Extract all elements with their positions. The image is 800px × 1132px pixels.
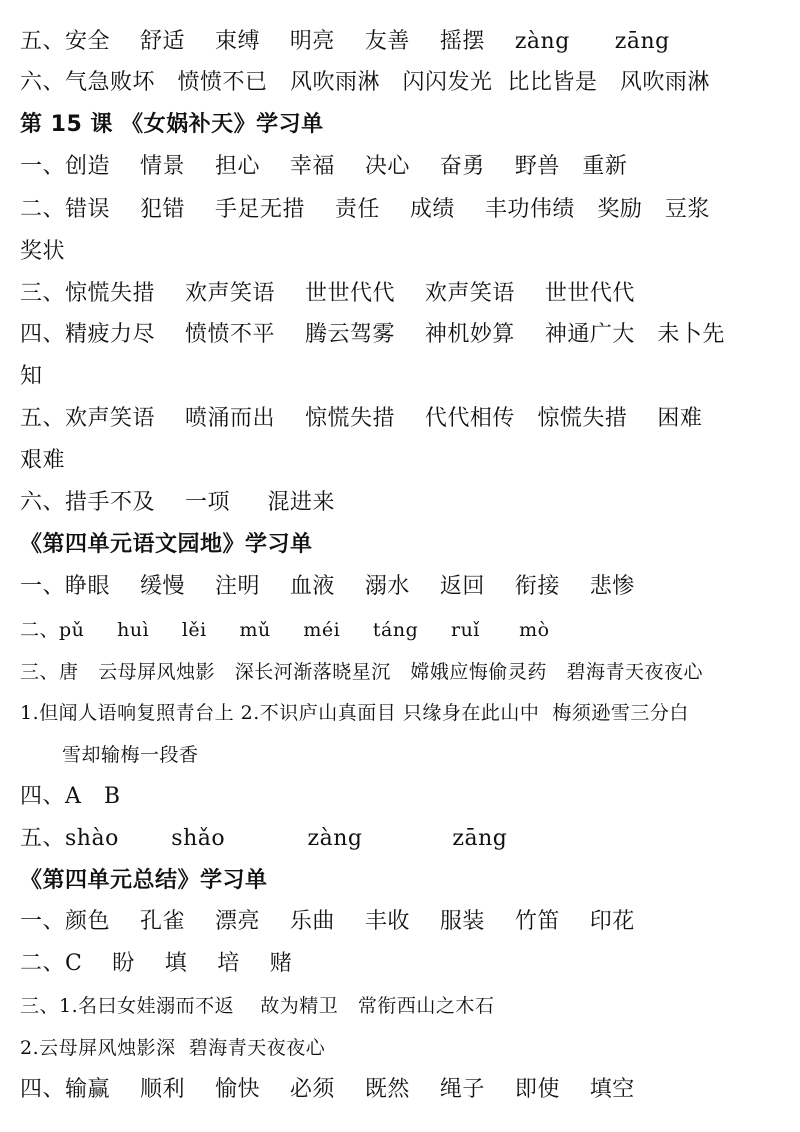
unit-4-garden-answer-1: 一、睁眼 缓慢 注明 血液 溺水 返回 衔接 悲惨 (20, 574, 635, 599)
lesson-15-answer-1: 一、创造 情景 担心 幸福 决心 奋勇 野兽 重新 (20, 154, 628, 179)
lesson-15-heading: 第 15 课 《女娲补天》学习单 (20, 112, 324, 137)
unit-4-garden-heading: 《第四单元语文园地》学习单 (20, 532, 313, 557)
answer-line-5: 五、安全 舒适 束缚 明亮 友善 摇摆 zàng zāng (20, 29, 670, 54)
lesson-15-answer-4-cont: 知 (20, 364, 43, 389)
unit-4-summary-answer-1: 一、颜色 孔雀 漂亮 乐曲 丰收 服装 竹笛 印花 (20, 909, 635, 934)
unit-4-garden-answer-5: 五、shào shǎo zàng zāng (20, 826, 508, 851)
unit-4-summary-answer-4: 四、输赢 顺利 愉快 必须 既然 绳子 即使 填空 (20, 1077, 635, 1102)
unit-4-garden-answer-4: 四、A B (20, 784, 121, 809)
unit-4-garden-answer-3: 三、唐 云母屏风烛影 深长河渐落晓星沉 嫦娥应悔偷灵药 碧海青天夜夜心 (20, 661, 703, 683)
unit-4-garden-answer-3-cont: 雪却输梅一段香 (62, 744, 199, 766)
lesson-15-answer-2-cont: 奖状 (20, 239, 66, 264)
unit-4-summary-answer-3-poem: 2.云母屏风烛影深 碧海青天夜夜心 (20, 1037, 326, 1059)
unit-4-summary-answer-2: 二、C 盼 填 培 赌 (20, 951, 293, 976)
lesson-15-answer-4: 四、精疲力尽 愤愤不平 腾云驾雾 神机妙算 神通广大 未卜先 (20, 322, 725, 347)
lesson-15-answer-6: 六、措手不及 一项 混进来 (20, 490, 335, 515)
lesson-15-answer-2: 二、错误 犯错 手足无措 责任 成绩 丰功伟绩 奖励 豆浆 (20, 197, 710, 222)
unit-4-garden-answer-3-poems: 1.但闻人语响复照青台上 2.不识庐山真面目 只缘身在此山中 梅须逊雪三分白 (20, 702, 689, 724)
lesson-15-answer-5-cont: 艰难 (20, 448, 66, 473)
unit-4-garden-answer-2: 二、pǔ huì lěi mǔ méi táng ruǐ mò (20, 619, 550, 641)
answer-line-6: 六、气急败坏 愤愤不已 风吹雨淋 闪闪发光 比比皆是 风吹雨淋 (20, 70, 710, 95)
unit-4-summary-answer-3: 三、1.名曰女娃溺而不返 故为精卫 常衔西山之木石 (20, 995, 495, 1017)
lesson-15-answer-3: 三、惊慌失措 欢声笑语 世世代代 欢声笑语 世世代代 (20, 281, 635, 306)
lesson-15-answer-5: 五、欢声笑语 喷涌而出 惊慌失措 代代相传 惊慌失措 困难 (20, 406, 703, 431)
unit-4-summary-heading: 《第四单元总结》学习单 (20, 868, 268, 893)
